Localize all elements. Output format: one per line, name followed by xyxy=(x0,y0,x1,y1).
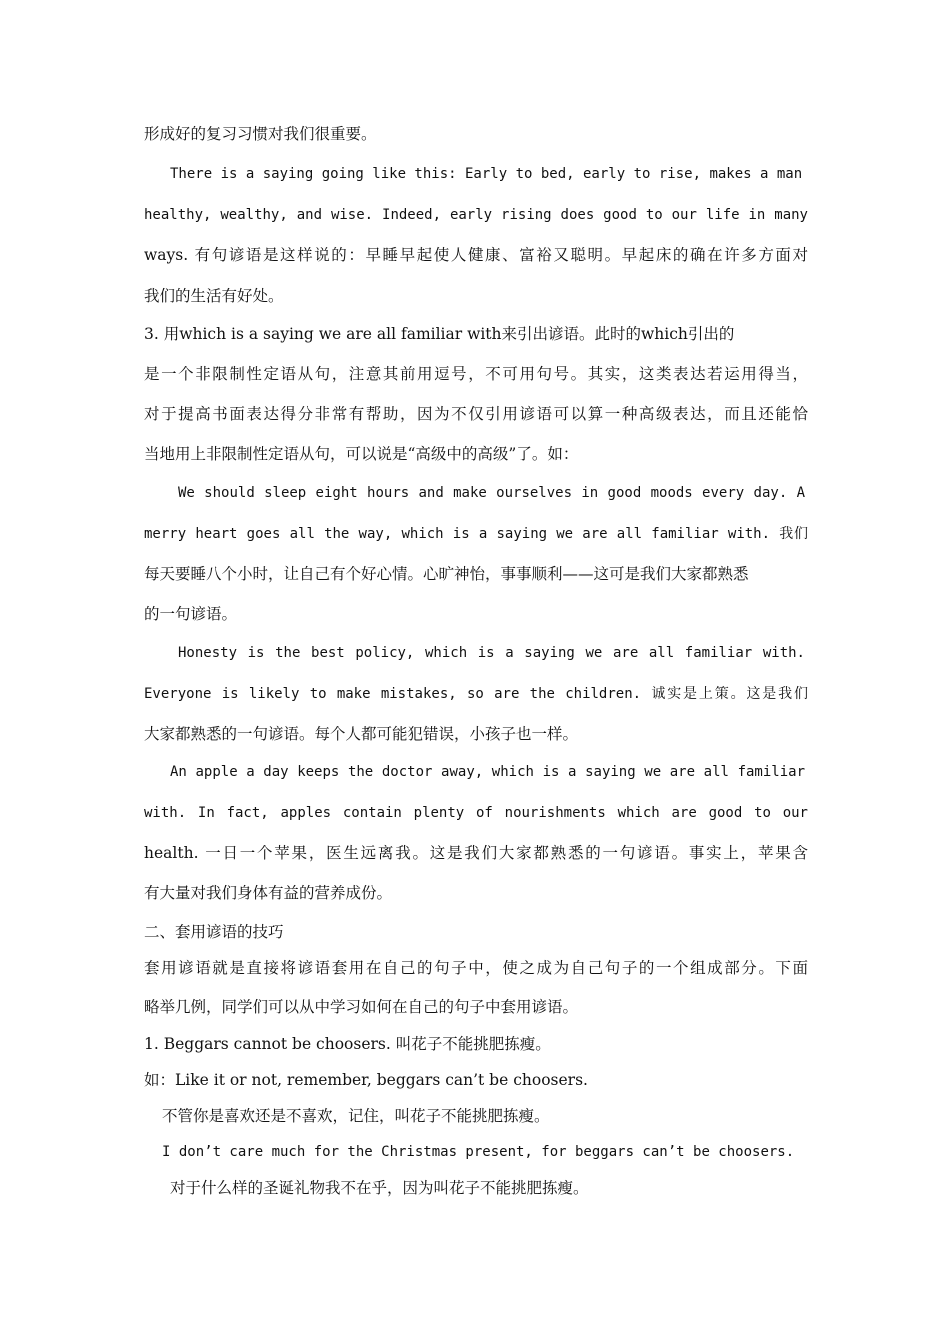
paragraph-line: 的一句谚语。 xyxy=(144,605,238,623)
paragraph-line: 对于提高书面表达得分非常有帮助，因为不仅引用谚语可以算一种高级表达，而且还能恰 xyxy=(144,405,808,423)
section-heading: 二、套用谚语的技巧 xyxy=(144,923,284,941)
paragraph-line: We should sleep eight hours and make ourselves in good moods every day. A xyxy=(178,485,805,501)
example-sentence: I don’t care much for the Christmas present, for beggars can’t be choosers. xyxy=(162,1144,795,1160)
paragraph-line: 套用谚语就是直接将谚语套用在自己的句子中，使之成为自己句子的一个组成部分。下面 xyxy=(144,959,808,977)
paragraph-line: healthy, wealthy, and wise. Indeed, early rising does good to our life in many xyxy=(144,207,808,223)
example-sentence: 如：Like it or not, remember, beggars can’t be choosers. xyxy=(144,1071,588,1089)
paragraph-line: 每天要睡八个小时，让自己有个好心情。心旷神怡，事事顺利——这可是我们大家都熟悉 xyxy=(144,565,749,583)
paragraph-line: ways. 有句谚语是这样说的：早睡早起使人健康、富裕又聪明。早起床的确在许多方面对 xyxy=(144,246,808,264)
paragraph-line: 我们的生活有好处。 xyxy=(144,287,284,305)
paragraph-line: 大家都熟悉的一句谚语。每个人都可能犯错误，小孩子也一样。 xyxy=(144,725,579,743)
paragraph-line: 3. 用which is a saying we are all familiar with来引出谚语。此时的which引出的 xyxy=(144,325,735,343)
paragraph-line: Honesty is the best policy, which is a saying we are all familiar with. xyxy=(178,645,805,661)
paragraph-line: 是一个非限制性定语从句，注意其前用逗号，不可用句号。其实，这类表达若运用得当， xyxy=(144,365,808,383)
paragraph-line: 形成好的复习习惯对我们很重要。 xyxy=(144,125,377,143)
paragraph-line: 略举几例，同学们可以从中学习如何在自己的句子中套用谚语。 xyxy=(144,998,579,1016)
paragraph-line: 有大量对我们身体有益的营养成份。 xyxy=(144,884,393,902)
paragraph-line: health. 一日一个苹果，医生远离我。这是我们大家都熟悉的一句谚语。事实上，苹果含 xyxy=(144,844,808,862)
paragraph-line: Everyone is likely to make mistakes, so are the children. 诚实是上策。这是我们 xyxy=(144,686,808,702)
paragraph-line: 当地用上非限制性定语从句，可以说是“高级中的高级”了。如： xyxy=(144,445,579,463)
example-translation: 不管你是喜欢还是不喜欢，记住，叫花子不能挑肥拣瘦。 xyxy=(162,1107,550,1125)
paragraph-line: There is a saying going like this: Early to bed, early to rise, makes a man xyxy=(170,166,803,182)
list-item: 1. Beggars cannot be choosers. 叫花子不能挑肥拣瘦。 xyxy=(144,1035,551,1053)
example-translation: 对于什么样的圣诞礼物我不在乎，因为叫花子不能挑肥拣瘦。 xyxy=(170,1179,589,1197)
paragraph-line: with. In fact, apples contain plenty of nourishments which are good to our xyxy=(144,805,808,821)
paragraph-line: An apple a day keeps the doctor away, which is a saying we are all familiar xyxy=(170,764,805,780)
paragraph-line: merry heart goes all the way, which is a saying we are all familiar with. 我们 xyxy=(144,526,808,542)
